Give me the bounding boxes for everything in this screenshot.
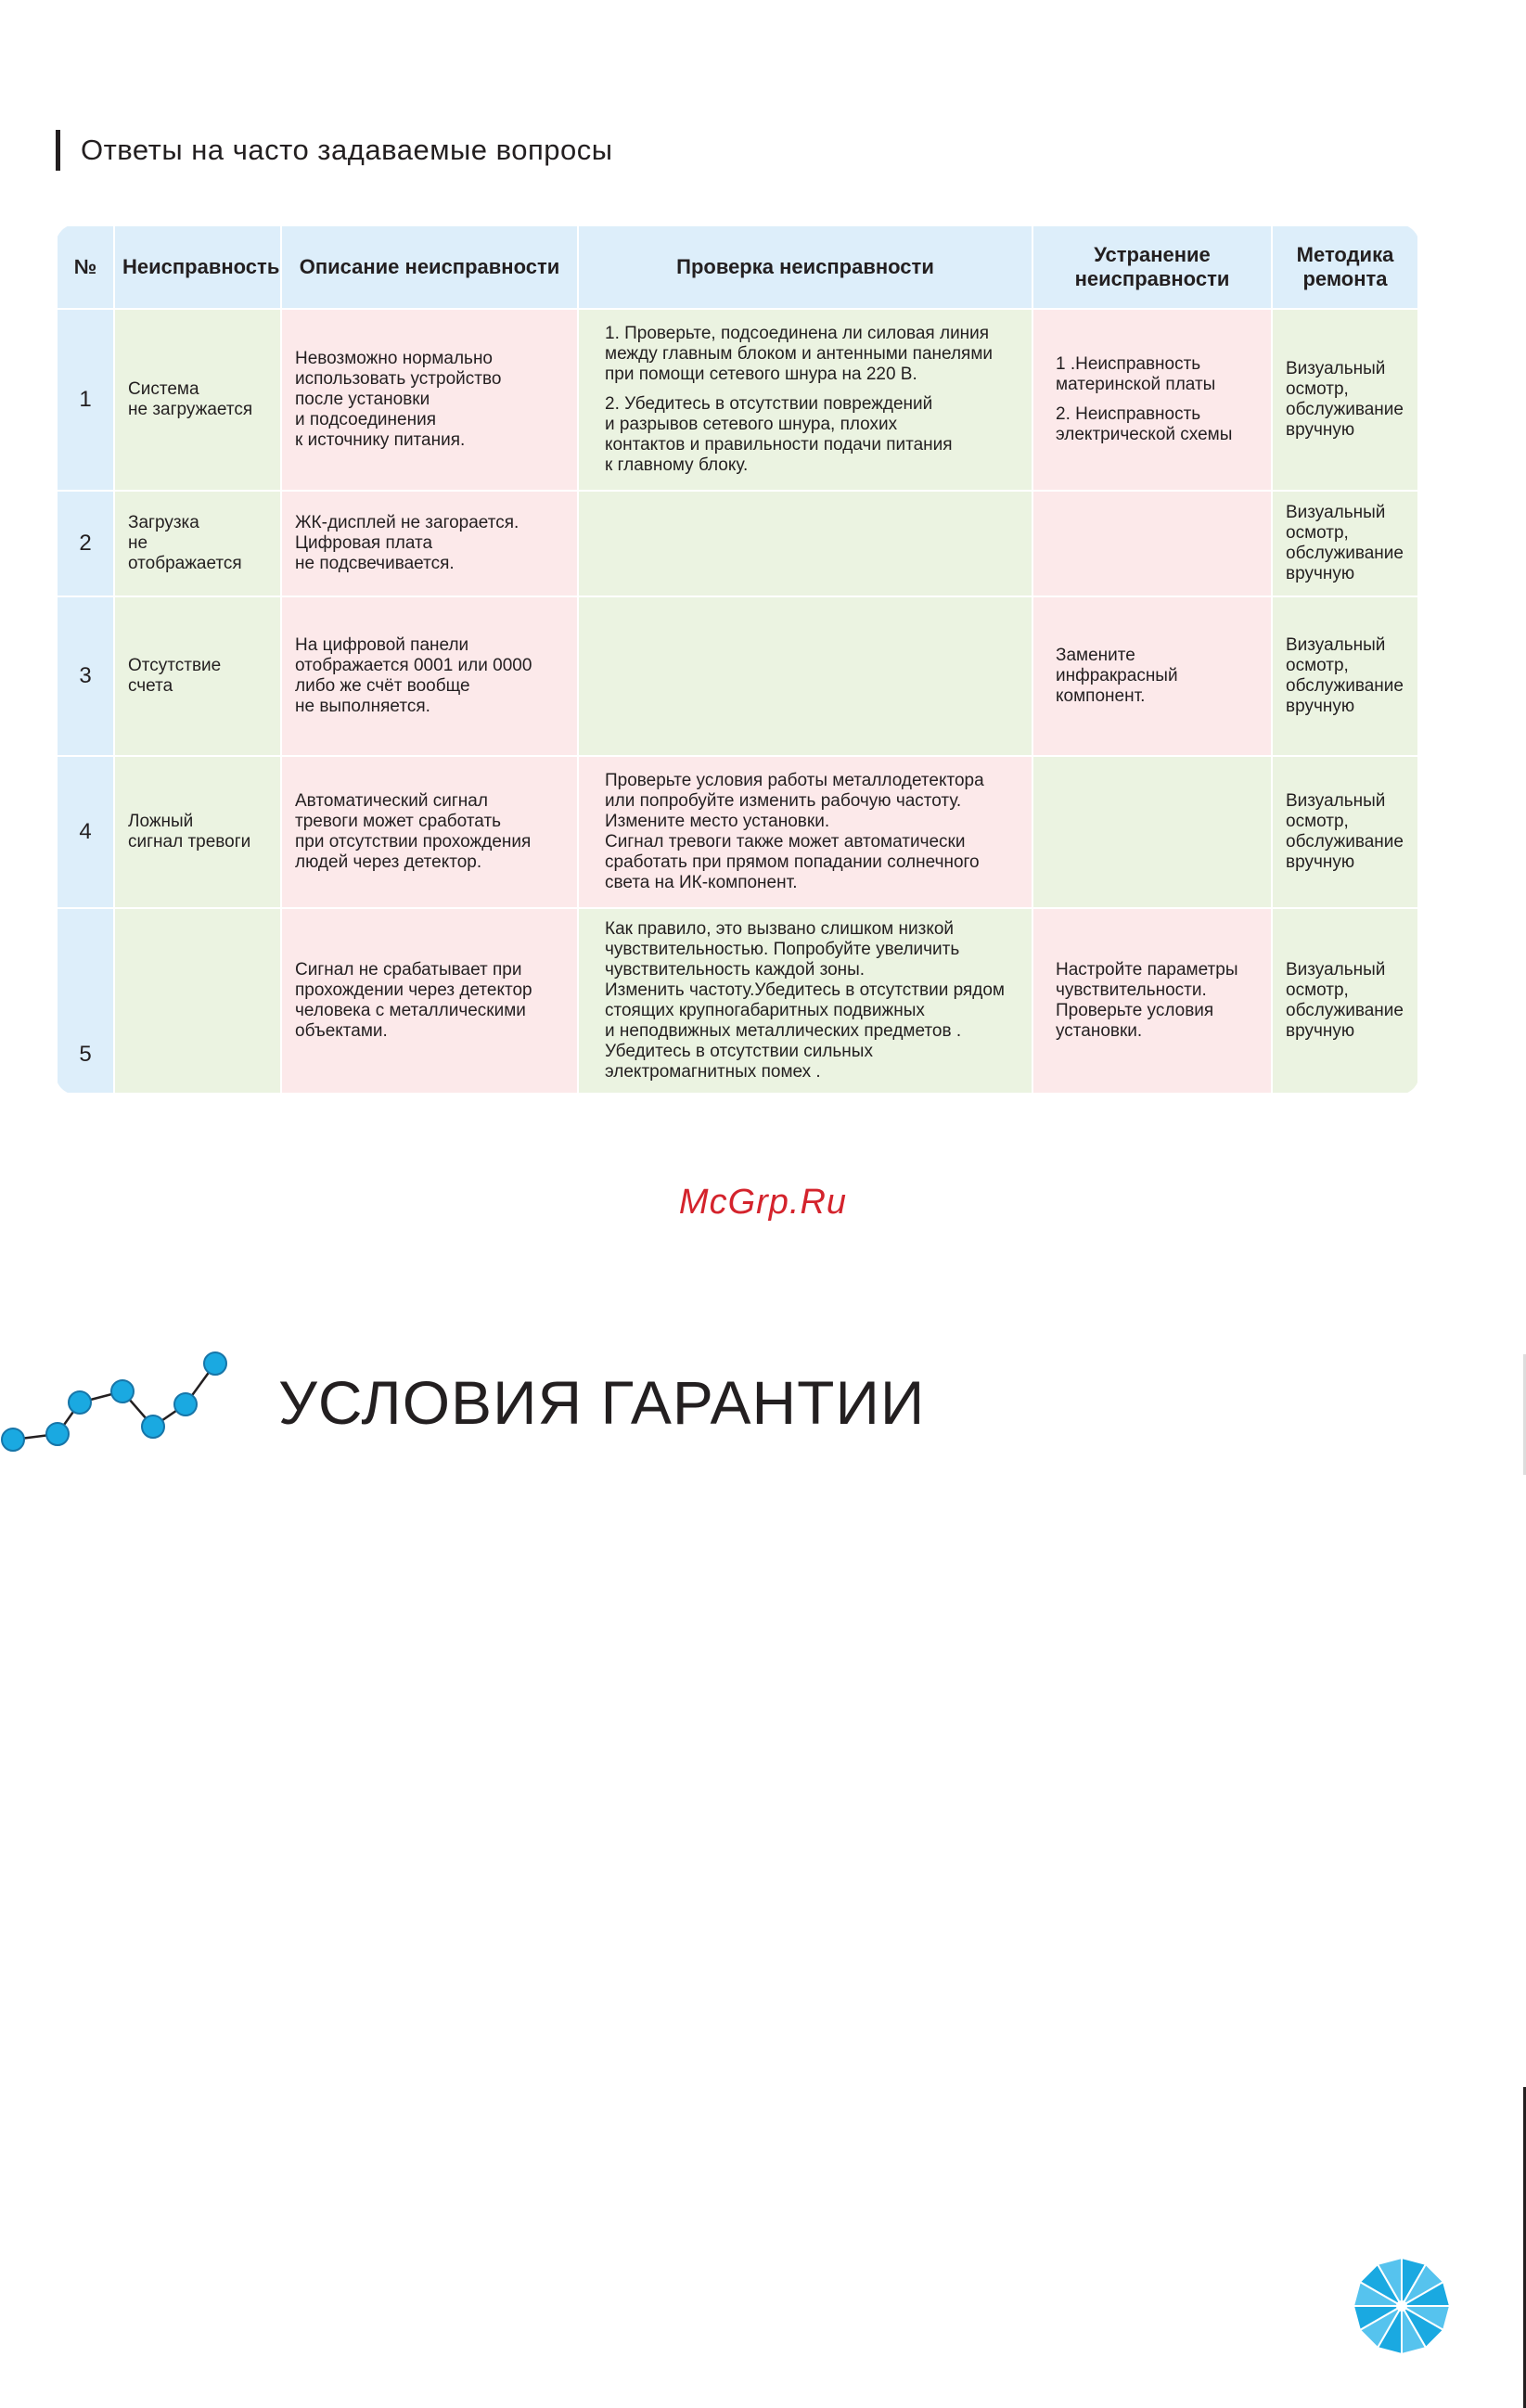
cell-description: На цифровой панели отображается 0001 или 0000 либо же счёт вообще не выполняется.: [282, 597, 577, 755]
header-check: Проверка неисправности: [579, 226, 1032, 308]
row-number: 4: [58, 757, 113, 907]
fix-paragraph: Замените инфракрасный компонент.: [1056, 646, 1178, 706]
cell-method: Визуальный осмотр, обслуживание вручную: [1273, 597, 1417, 755]
header-method: Методика ремонта: [1273, 226, 1417, 308]
crystal-logo-icon: [1350, 2254, 1454, 2358]
cell-description: Сигнал не срабатывает при прохождении через детектор человека с металлическими объектами.: [282, 909, 577, 1093]
cell-method: Визуальный осмотр, обслуживание вручную: [1273, 909, 1417, 1093]
cell-fix: [1033, 310, 1271, 490]
fix-paragraph: 1 .Неисправность материнской платы: [1056, 354, 1216, 394]
cell-fix: [1033, 597, 1271, 755]
row-number: 5: [58, 909, 113, 1093]
table-row: [58, 597, 1417, 755]
row-number: 1: [58, 310, 113, 490]
cell-fault: Система не загружается: [115, 310, 280, 490]
row-number: 2: [58, 492, 113, 596]
cell-fix: [1033, 909, 1271, 1093]
check-paragraph: 1. Проверьте, подсоединена ли силовая линия между главным блоком и антенными панелями при помощи сетевого шнура на 220 В.: [605, 324, 994, 384]
cell-fault: Загрузка не отображается: [115, 492, 280, 596]
cell-check: [579, 310, 1032, 490]
header-description: Описание неисправности: [282, 226, 577, 308]
table-row: [58, 492, 1417, 596]
header-fault: Неисправность: [115, 226, 280, 308]
faq-table-header: [58, 226, 1417, 308]
cell-fix: [1033, 757, 1271, 907]
cell-description: ЖК-дисплей не загорается. Цифровая плата не подсвечивается.: [282, 492, 577, 596]
check-paragraph: Проверьте условия работы металлодетектора или попробуйте изменить рабочую частоту. Измените место установки. Сигнал тревоги также может автоматически сработать при прямом попадании солнечного света на ИК-компонент.: [605, 771, 984, 892]
header-num: №: [58, 226, 113, 308]
cell-check: [579, 909, 1032, 1093]
cell-check: [579, 597, 1032, 755]
cell-fault: Ложный сигнал тревоги: [115, 757, 280, 907]
molecule-chain-icon: [0, 1336, 241, 1466]
cell-description: Невозможно нормально использовать устройство после установки и подсоединения к источнику питания.: [282, 310, 577, 490]
check-paragraph: Как правило, это вызвано слишком низкой чувствительностью. Попробуйте увеличить чувствительность каждой зоны. Изменить частоту.Убедитесь в отсутствии рядом стоящих крупногабаритных подвижных и неподвижных металлических предметов . Убедитесь в отсутствии сильных электромагнитных помех .: [605, 919, 1005, 1082]
cell-description: Автоматический сигнал тревоги может сработать при отсутствии прохождения людей через детектор.: [282, 757, 577, 907]
table-row: [58, 909, 1417, 1093]
cell-fault: Отсутствие счета: [115, 597, 280, 755]
table-row: [58, 310, 1417, 490]
cell-fault: [115, 909, 280, 1093]
fix-paragraph: Настройте параметры чувствительности. Проверьте условия установки.: [1056, 960, 1238, 1041]
cell-check: [579, 492, 1032, 596]
header-fix: Устранение неисправности: [1033, 226, 1271, 308]
watermark: McGrp.Ru: [678, 1183, 848, 1222]
faq-section-title: Ответы на часто задаваемые вопросы: [56, 130, 613, 171]
row-number: 3: [58, 597, 113, 755]
table-row: [58, 757, 1417, 907]
cell-method: Визуальный осмотр, обслуживание вручную: [1273, 310, 1417, 490]
cell-method: Визуальный осмотр, обслуживание вручную: [1273, 492, 1417, 596]
warranty-title: УСЛОВИЯ ГАРАНТИИ: [278, 1368, 926, 1437]
faq-table: [56, 224, 1419, 1095]
check-paragraph: 2. Убедитесь в отсутствии повреждений и разрывов сетевого шнура, плохих контактов и правильности подачи питания к главному блоку.: [605, 394, 953, 475]
fix-paragraph: 2. Неисправность электрической схемы: [1056, 404, 1233, 444]
cell-fix: [1033, 492, 1271, 596]
cell-check: [579, 757, 1032, 907]
cell-method: Визуальный осмотр, обслуживание вручную: [1273, 757, 1417, 907]
